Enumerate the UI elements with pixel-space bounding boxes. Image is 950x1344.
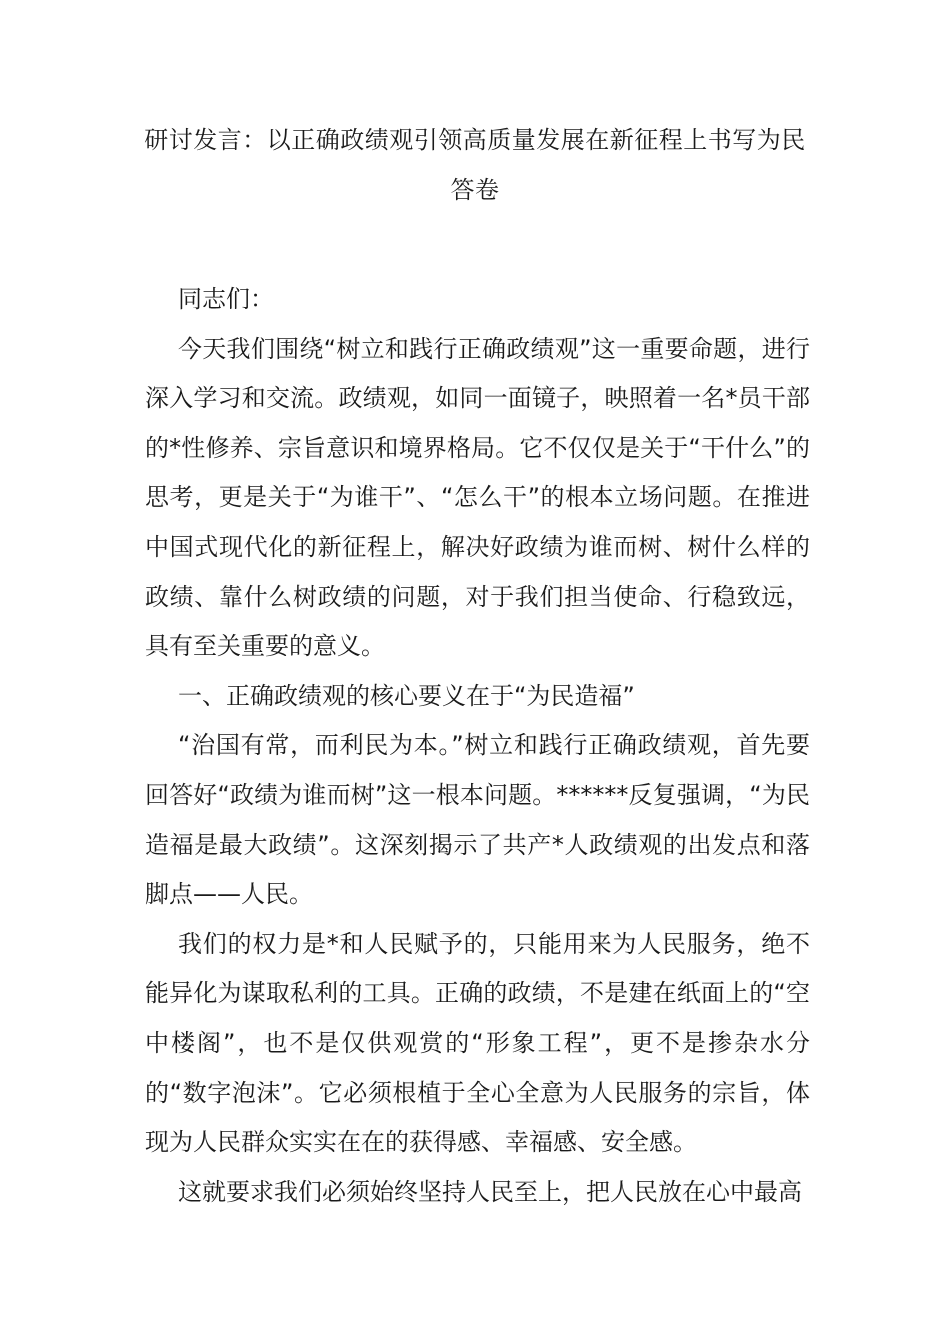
document-title-line-1: 研讨发言：以正确政绩观引领高质量发展在新征程上书写为民 bbox=[144, 126, 806, 154]
body-paragraph: 我们的权力是*和人民赋予的，只能用来为人民服务，绝不能异化为谋取私利的工具。正确的政绩，不是建在纸面上的“空中楼阁”，也不是仅供观赏的“形象工程”，更不是掺杂水分的“数字泡沫”。它必须根植于全心全意为人民服务的宗旨，体现为人民群众实实在在的获得感、幸福感、安全感。 bbox=[145, 929, 810, 1157]
body-paragraph: 今天我们围绕“树立和践行正确政绩观”这一重要命题，进行深入学习和交流。政绩观，如同一面镜子，映照着一名*员干部的*性修养、宗旨意识和境界格局。它不仅仅是关于“干什么”的思考，更是关于“为谁干”、“怎么干”的根本立场问题。在推进中国式现代化的新征程上，解决好政绩为谁而树、树什么样的政绩、靠什么树政绩的问题，对于我们担当使命、行稳致远，具有至关重要的意义。 bbox=[145, 334, 810, 661]
body-paragraph: “治国有常，而利民为本。”树立和践行正确政绩观，首先要回答好“政绩为谁而树”这一根本问题。******反复强调，“为民造福是最大政绩”。这深刻揭示了共产*人政绩观的出发点和落脚点——人民。 bbox=[145, 731, 810, 909]
document-title-line-2: 答卷 bbox=[450, 176, 500, 204]
body-paragraph: 这就要求我们必须始终坚持人民至上，把人民放在心中最高 bbox=[178, 1177, 802, 1206]
document-body bbox=[145, 275, 810, 1217]
salutation: 同志们： bbox=[178, 285, 274, 313]
section-heading: 一、正确政绩观的核心要义在于“为民造福” bbox=[178, 681, 635, 710]
